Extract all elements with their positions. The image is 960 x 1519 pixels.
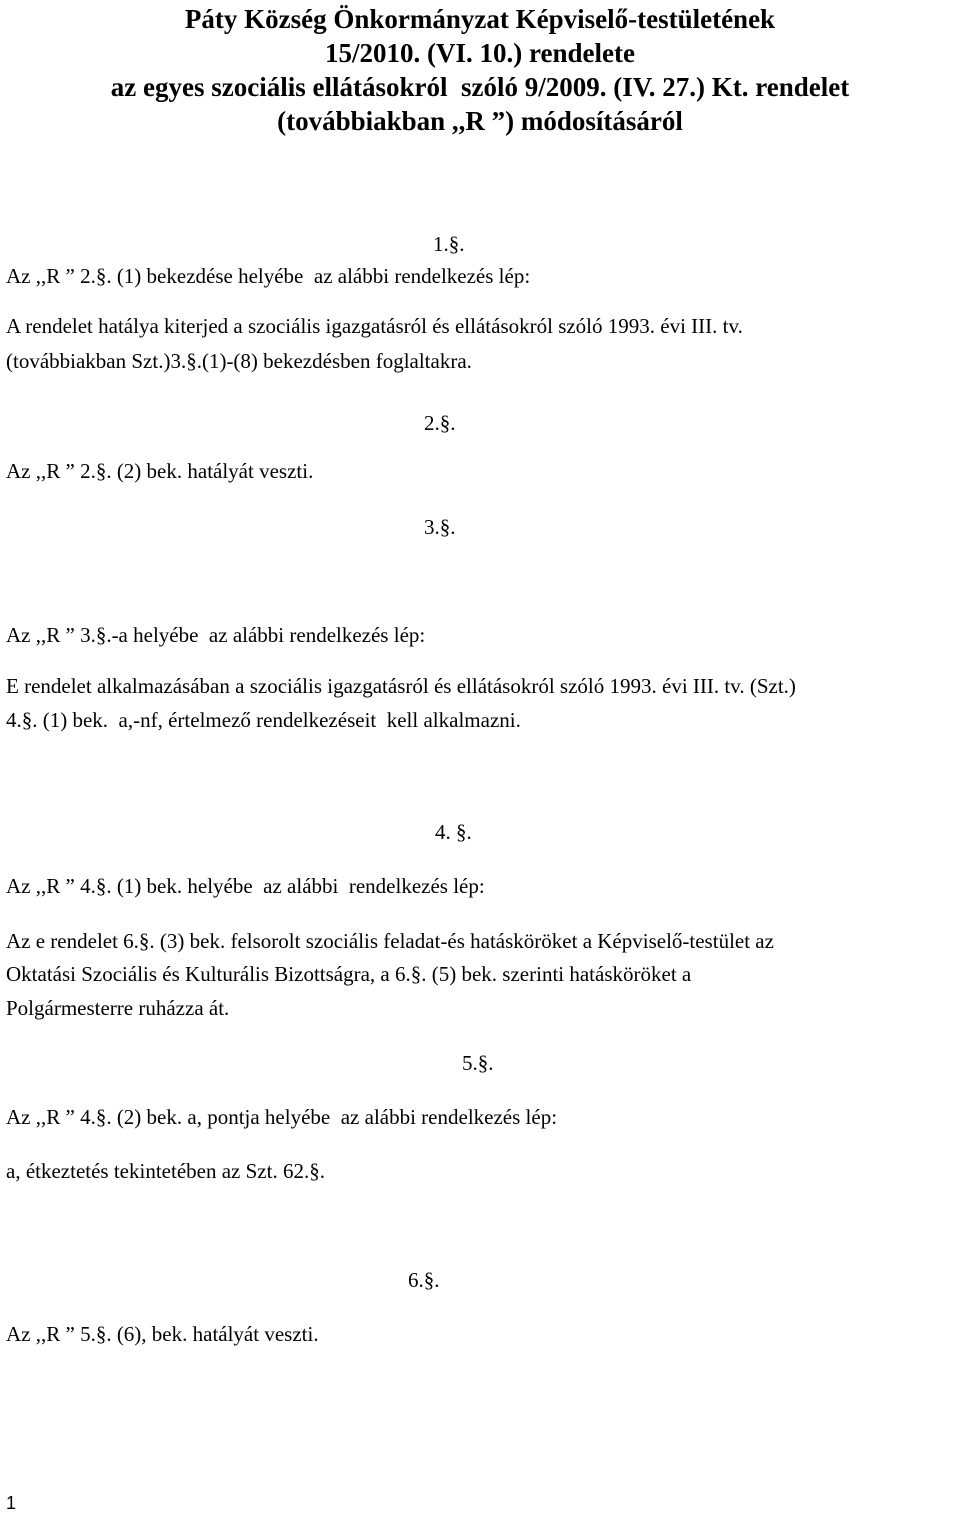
section-5-line-1: Az ,,R ” 4.§. (2) bek. a, pontja helyébe az alábbi rendelkezés lép: <box>6 1105 558 1129</box>
section-1-line-3: (továbbiakban Szt.)3.§.(1)-(8) bekezdésben foglaltakra. <box>6 349 472 373</box>
section-1-line-1: Az ,,R ” 2.§. (1) bekezdése helyébe az alábbi rendelkezés lép: <box>6 264 531 288</box>
page-number: 1 <box>6 1493 17 1513</box>
section-1-line-2: A rendelet hatálya kiterjed a szociális igazgatásról és ellátásokról szóló 1993. évi III. tv. <box>6 314 743 338</box>
section-2-line-1: Az ,,R ” 2.§. (2) bek. hatályát veszti. <box>6 459 314 483</box>
section-4-line-2: Az e rendelet 6.§. (3) bek. felsorolt szociális feladat-és hatásköröket a Képviselő-testület az <box>6 929 774 953</box>
section-1-heading: 1.§. <box>433 232 465 256</box>
section-4-line-1: Az ,,R ” 4.§. (1) bek. helyébe az alábbi rendelkezés lép: <box>6 874 485 898</box>
document-title <box>0 2 960 138</box>
section-3-heading: 3.§. <box>424 515 456 539</box>
section-6-heading: 6.§. <box>408 1268 440 1292</box>
section-4-heading: 4. §. <box>435 820 472 844</box>
section-6-line-1: Az ,,R ” 5.§. (6), bek. hatályát veszti. <box>6 1322 319 1346</box>
title-line-4: (továbbiakban ,,R ”) módosításáról <box>277 106 683 136</box>
section-4-line-4: Polgármesterre ruházza át. <box>6 996 230 1020</box>
section-5-heading: 5.§. <box>462 1051 494 1075</box>
title-line-2: 15/2010. (VI. 10.) rendelete <box>325 38 635 68</box>
section-3-line-1: Az ,,R ” 3.§.-a helyébe az alábbi rendelkezés lép: <box>6 623 426 647</box>
section-4-line-3: Oktatási Szociális és Kulturális Bizottságra, a 6.§. (5) bek. szerinti hatásköröket a <box>6 962 692 986</box>
title-line-3: az egyes szociális ellátásokról szóló 9/2009. (IV. 27.) Kt. rendelet <box>110 72 850 102</box>
section-3-line-2: E rendelet alkalmazásában a szociális igazgatásról és ellátásokról szóló 1993. évi III. tv. (Szt.) <box>6 674 796 698</box>
section-3-line-3: 4.§. (1) bek. a,-nf, értelmező rendelkezéseit kell alkalmazni. <box>6 708 521 732</box>
title-line-1: Páty Község Önkormányzat Képviselő-testületének <box>184 4 776 34</box>
section-2-heading: 2.§. <box>424 411 456 435</box>
section-5-line-2: a, étkeztetés tekintetében az Szt. 62.§. <box>6 1159 325 1183</box>
